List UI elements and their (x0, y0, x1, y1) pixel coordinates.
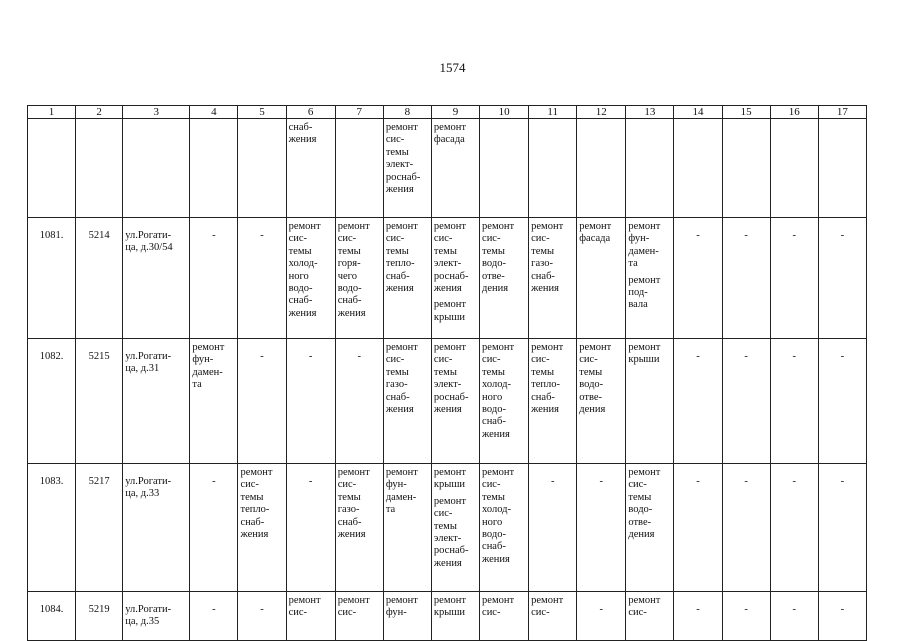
row-number (28, 119, 76, 218)
work-item: - (696, 351, 700, 362)
work-item: ремонт фун- дамен- та (628, 221, 661, 270)
work-item: - (550, 476, 555, 487)
cell-col-12 (577, 218, 626, 339)
cell-col-9 (431, 464, 479, 592)
cell-col-6 (286, 218, 335, 339)
work-item: ремонт сис- темы водо- отве- дения (482, 221, 515, 295)
work-item: ремонт фасада (579, 221, 612, 245)
column-header: 1 (28, 106, 76, 119)
work-item: - (212, 604, 216, 615)
work-item: ремонт сис- темы холод- ного водо- снаб- жения (482, 342, 515, 440)
cell-col-16 (770, 592, 818, 641)
table-row (28, 218, 867, 339)
column-header: 9 (431, 106, 479, 119)
cell-col-5 (238, 119, 286, 218)
table-row (28, 464, 867, 592)
work-item: ремонт фасада (433, 122, 466, 146)
work-item: - (840, 351, 845, 362)
building-address: ул.Рогати- ца, д.33 (123, 464, 190, 592)
cell-col-15 (722, 339, 770, 464)
work-item: ремонт крыши (628, 342, 661, 366)
cell-col-8 (383, 592, 431, 641)
building-code: 5215 (76, 339, 123, 464)
work-item: - (744, 230, 748, 241)
cell-col-10 (480, 592, 529, 641)
cell-col-6 (286, 592, 335, 641)
building-code: 5219 (76, 592, 123, 641)
column-header: 17 (818, 106, 866, 119)
cell-col-10 (480, 119, 529, 218)
work-item: - (744, 604, 748, 615)
work-item: ремонт сис- темы газо- снаб- жения (531, 221, 564, 295)
cell-col-8 (383, 218, 431, 339)
work-item: ремонт фун- (385, 595, 418, 619)
work-item: ремонт сис- темы тепло- снаб- жения (531, 342, 564, 416)
table-row (28, 339, 867, 464)
cell-col-10 (480, 464, 529, 592)
cell-col-15 (722, 464, 770, 592)
cell-col-11 (529, 339, 577, 464)
building-address: ул.Рогати- ца, д.30/54 (123, 218, 190, 339)
work-item: - (696, 476, 700, 487)
cell-col-8 (383, 339, 431, 464)
cell-col-17 (818, 339, 866, 464)
work-item: - (212, 476, 216, 487)
cell-col-7 (335, 464, 383, 592)
building-code (76, 119, 123, 218)
cell-col-12 (577, 339, 626, 464)
cell-col-17 (818, 218, 866, 339)
work-item: ремонт сис- темы холод- ного водо- снаб- жения (288, 221, 321, 319)
work-item: - (260, 351, 264, 362)
cell-col-4 (190, 218, 238, 339)
column-header: 3 (123, 106, 190, 119)
work-item: снаб- жения (288, 122, 317, 146)
work-item: ремонт фун- дамен- та (385, 467, 418, 516)
work-item: ремонт сис- (337, 595, 370, 619)
table-row (28, 592, 867, 641)
work-item: ремонт сис- (288, 595, 321, 619)
cell-col-4 (190, 339, 238, 464)
column-header: 14 (674, 106, 722, 119)
work-item: ремонт крыши (433, 467, 466, 491)
work-item: - (792, 604, 796, 615)
cell-col-9 (431, 592, 479, 641)
work-item: - (840, 476, 845, 487)
work-item: ремонт крыши (433, 595, 466, 619)
cell-col-13 (626, 119, 674, 218)
cell-col-15 (722, 119, 770, 218)
work-item: ремонт сис- темы холод- ного водо- снаб- жения (482, 467, 515, 565)
cell-col-17 (818, 592, 866, 641)
cell-col-15 (722, 218, 770, 339)
cell-col-11 (529, 218, 577, 339)
cell-col-12 (577, 464, 626, 592)
cell-col-9 (431, 339, 479, 464)
work-item: - (599, 604, 604, 615)
cell-col-14 (674, 339, 722, 464)
cell-col-9 (431, 119, 479, 218)
column-header: 10 (480, 106, 529, 119)
cell-col-5 (238, 592, 286, 641)
work-item: - (599, 476, 604, 487)
work-item: - (260, 604, 264, 615)
page-number: 1574 (439, 60, 466, 75)
cell-col-14 (674, 119, 722, 218)
cell-col-16 (770, 218, 818, 339)
work-item: - (792, 351, 796, 362)
column-header: 15 (722, 106, 770, 119)
work-item: - (260, 230, 264, 241)
work-item: - (308, 351, 313, 362)
work-item: ремонт сис- темы элект- роснаб- жения (433, 342, 469, 416)
column-header: 6 (286, 106, 335, 119)
cell-col-11 (529, 592, 577, 641)
work-item: - (744, 351, 748, 362)
column-header: 13 (626, 106, 674, 119)
work-item: ремонт сис- темы водо- отве- дения (579, 342, 612, 416)
cell-col-14 (674, 592, 722, 641)
cell-col-6 (286, 464, 335, 592)
table-row (28, 119, 867, 218)
column-header: 8 (383, 106, 431, 119)
cell-col-15 (722, 592, 770, 641)
work-item: - (212, 230, 216, 241)
cell-col-10 (480, 218, 529, 339)
cell-col-13 (626, 339, 674, 464)
cell-col-5 (238, 339, 286, 464)
column-header: 4 (190, 106, 238, 119)
cell-col-17 (818, 119, 866, 218)
cell-col-6 (286, 119, 335, 218)
work-item: ремонт фун- дамен- та (192, 342, 225, 391)
work-item: - (357, 351, 361, 362)
work-item: - (308, 476, 313, 487)
cell-col-4 (190, 119, 238, 218)
work-item-extra: ремонт крыши (433, 299, 466, 323)
work-item: ремонт сис- темы тепло- снаб- жения (240, 467, 273, 541)
work-item: - (744, 476, 748, 487)
column-header: 11 (529, 106, 577, 119)
work-item: ремонт сис- темы водо- отве- дения (628, 467, 661, 541)
work-item: ремонт сис- темы элект- роснаб- жения (433, 221, 469, 295)
cell-col-7 (335, 119, 383, 218)
column-header: 5 (238, 106, 286, 119)
cell-col-14 (674, 218, 722, 339)
work-item-extra: ремонт сис- темы элект- роснаб- жения (433, 495, 469, 569)
cell-col-5 (238, 464, 286, 592)
building-address: ул.Рогати- ца, д.31 (123, 339, 190, 464)
column-header: 16 (770, 106, 818, 119)
header-row (28, 106, 867, 119)
work-item: ремонт сис- темы газо- снаб- жения (385, 342, 418, 416)
building-address: ул.Рогати- ца, д.35 (123, 592, 190, 641)
cell-col-6 (286, 339, 335, 464)
cell-col-7 (335, 592, 383, 641)
row-number: 1081. (28, 218, 76, 339)
work-item: ремонт сис- (482, 595, 515, 619)
cell-col-17 (818, 464, 866, 592)
work-item: ремонт сис- (531, 595, 564, 619)
work-item: - (792, 230, 796, 241)
work-item: - (840, 604, 845, 615)
work-item: ремонт сис- темы газо- снаб- жения (337, 467, 370, 541)
cell-col-16 (770, 339, 818, 464)
work-item: ремонт сис- темы горя- чего водо- снаб- жения (337, 221, 370, 319)
column-header: 12 (577, 106, 626, 119)
cell-col-13 (626, 464, 674, 592)
repair-schedule-table (27, 105, 867, 641)
cell-col-12 (577, 592, 626, 641)
building-code: 5214 (76, 218, 123, 339)
cell-col-12 (577, 119, 626, 218)
column-header: 2 (76, 106, 123, 119)
row-number: 1084. (28, 592, 76, 641)
work-item: - (840, 230, 845, 241)
cell-col-14 (674, 464, 722, 592)
column-header: 7 (335, 106, 383, 119)
cell-col-16 (770, 464, 818, 592)
cell-col-8 (383, 464, 431, 592)
cell-col-11 (529, 464, 577, 592)
cell-col-4 (190, 464, 238, 592)
cell-col-9 (431, 218, 479, 339)
work-item: - (696, 230, 700, 241)
building-code: 5217 (76, 464, 123, 592)
row-number: 1082. (28, 339, 76, 464)
building-address (123, 119, 190, 218)
cell-col-7 (335, 218, 383, 339)
work-item: ремонт сис- темы элект- роснаб- жения (385, 122, 421, 196)
cell-col-13 (626, 218, 674, 339)
cell-col-11 (529, 119, 577, 218)
cell-col-16 (770, 119, 818, 218)
cell-col-4 (190, 592, 238, 641)
work-item-extra: ремонт под- вала (628, 274, 661, 311)
cell-col-13 (626, 592, 674, 641)
work-item: - (792, 476, 796, 487)
cell-col-7 (335, 339, 383, 464)
work-item: ремонт сис- (628, 595, 661, 619)
cell-col-8 (383, 119, 431, 218)
work-item: - (696, 604, 700, 615)
work-item: ремонт сис- темы тепло- снаб- жения (385, 221, 418, 295)
row-number: 1083. (28, 464, 76, 592)
cell-col-5 (238, 218, 286, 339)
cell-col-10 (480, 339, 529, 464)
